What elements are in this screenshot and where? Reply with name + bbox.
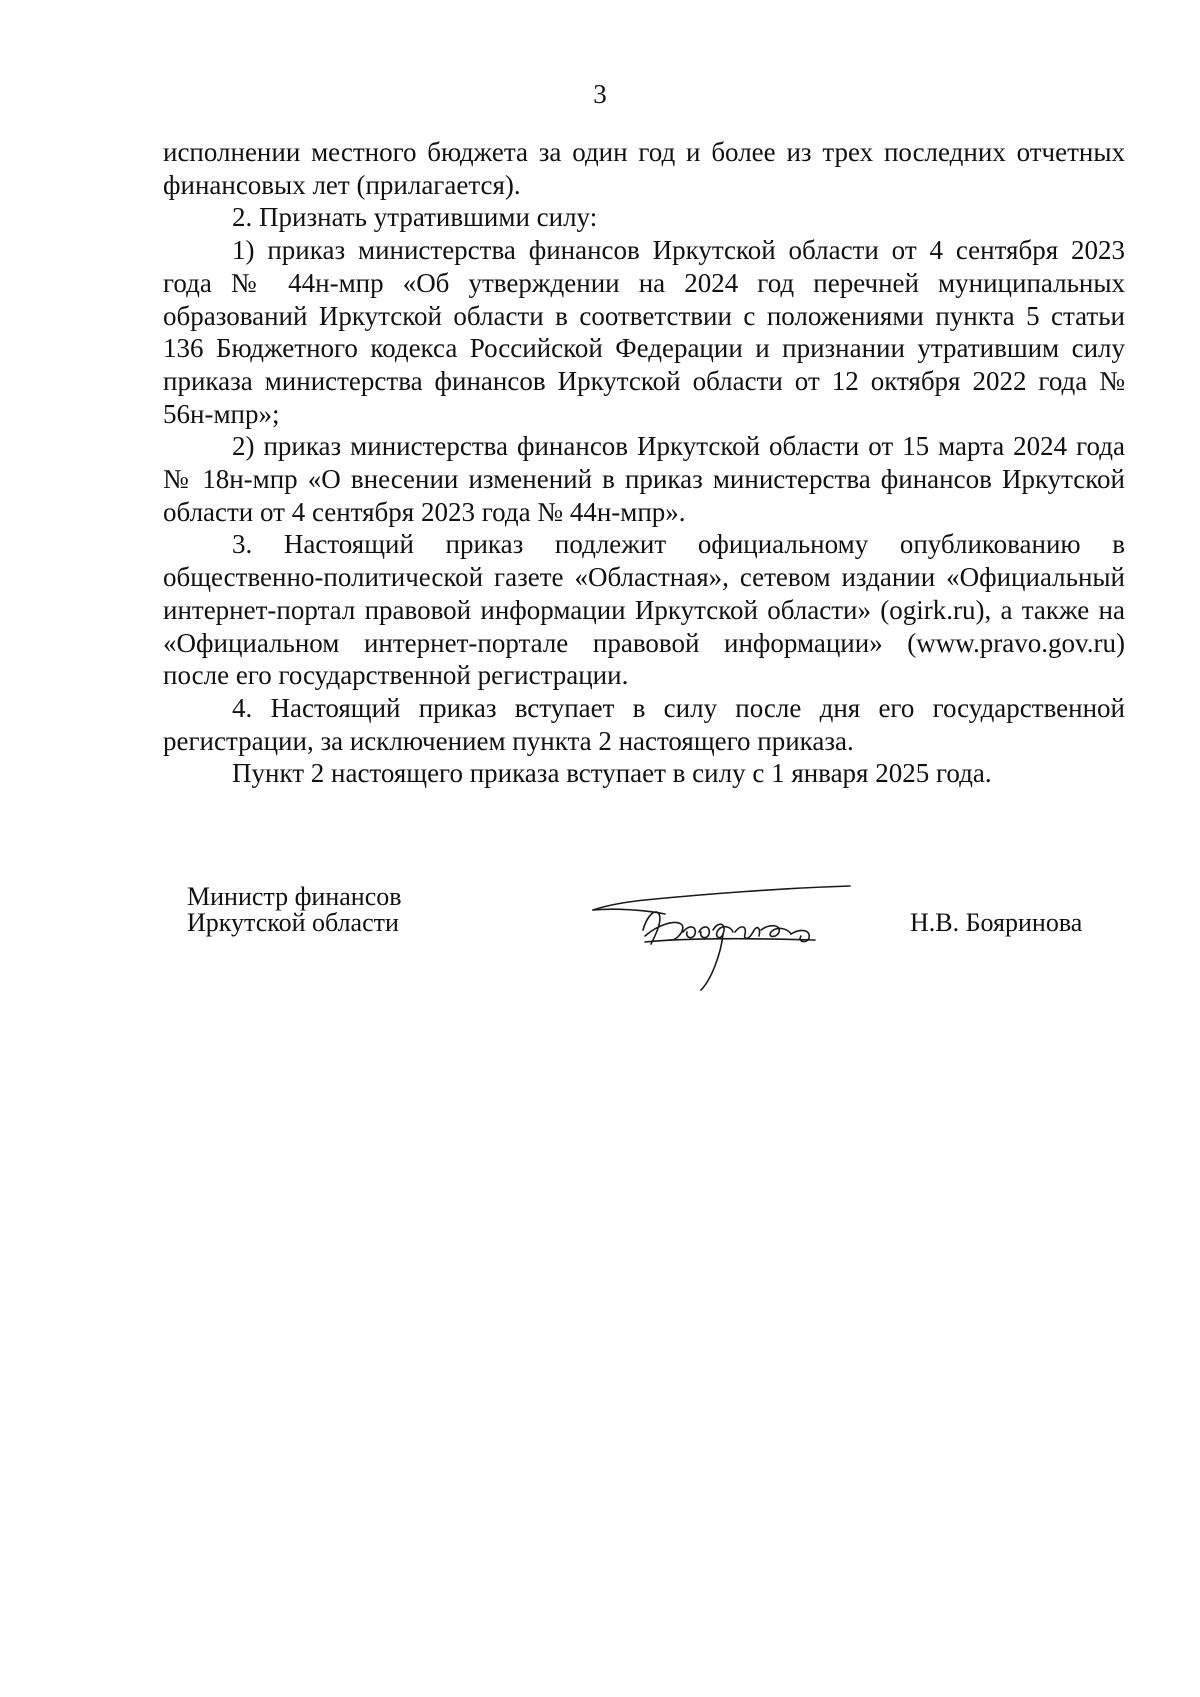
paragraph-item-4: 4. Настоящий приказ вступает в силу после дня его государственной регистрации, за исключением пункта 2 настоящего приказа. <box>163 692 1125 756</box>
signatory-name: Н.В. Бояринова <box>910 908 1083 937</box>
paragraph-item-2: 2. Признать утратившими силу: <box>232 202 598 233</box>
paragraph-item-3: 3. Настоящий приказ подлежит официальному опубликованию в общественно-политической газете «Областная», сетевом издании «Официальный интернет-портал правовой информации Иркутской области» (ogirk.ru), а также на «Официальном интернет-портале правовой информации» (www.pravo.gov.ru) после его государственной регистрации. <box>163 529 1125 691</box>
document-body <box>163 136 1125 790</box>
paragraph-continuation: исполнении местного бюджета за один год и более из трех последних отчетных финансовых лет (прилагается). <box>163 137 1125 200</box>
page-number: 3 <box>593 79 607 109</box>
handwritten-signature <box>585 880 855 1000</box>
paragraph-subitem-1: 1) приказ министерства финансов Иркутской области от 4 сентября 2023 года № 44н-мпр «Об утверждении на 2024 год перечней муниципальных образований Иркутской области в соответствии с положениями пункта 5 статьи 136 Бюджетного кодекса Российской Федерации и признании утратившим силу приказа министерства финансов Иркутской области от 12 октября 2022 года № 56н-мпр»; <box>163 235 1125 429</box>
paragraph-subitem-2: 2) приказ министерства финансов Иркутской области от 15 марта 2024 года № 18н-мпр «О внесении изменений в приказ министерства финансов Иркутской области от 4 сентября 2023 года № 44н-мпр». <box>163 431 1125 527</box>
signatory-position-line2: Иркутской области <box>187 908 399 937</box>
signatory-position <box>187 884 402 936</box>
signatory-position-line1: Министр финансов <box>187 882 402 911</box>
paragraph-effective-date: Пункт 2 настоящего приказа вступает в силу с 1 января 2025 года. <box>232 758 992 789</box>
